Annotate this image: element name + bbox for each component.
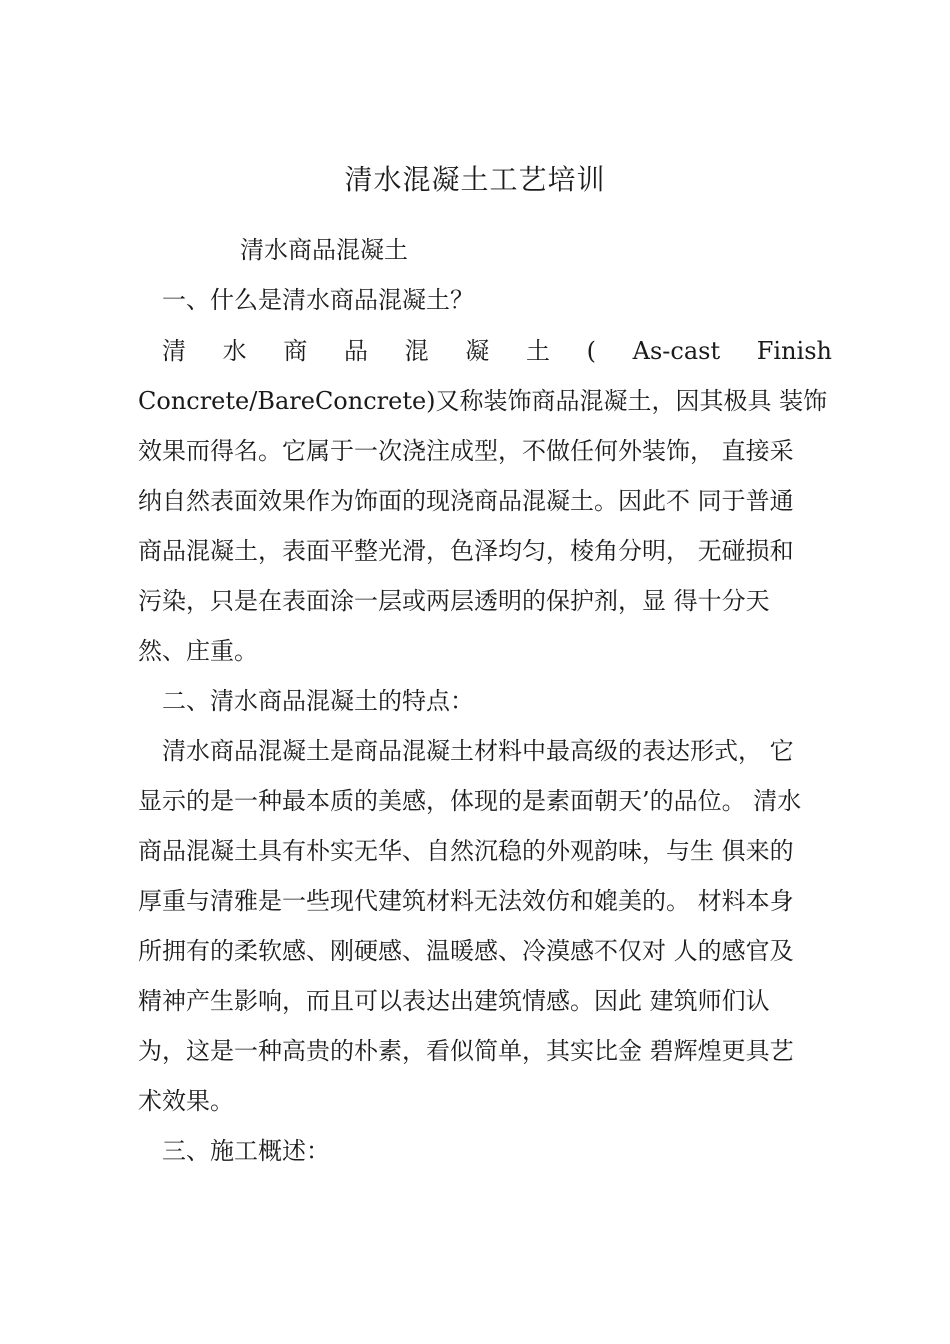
heading-construction-overview: 三、施工概述： [162, 1137, 330, 1165]
text-char: As-cast [632, 337, 721, 365]
text-char: 土 [525, 337, 550, 365]
text-char: 品 [343, 337, 368, 365]
text-char: ( [586, 337, 596, 365]
paragraph-definition-line: 然、庄重。 [138, 637, 258, 665]
paragraph-features-line: 清水商品混凝土是商品混凝土材料中最高级的表达形式， 它 [138, 737, 794, 765]
paragraph-definition-line: Concrete/BareConcrete)又称装饰商品混凝土，因其极具 装饰 [138, 387, 828, 415]
paragraph-definition-first-line [138, 333, 832, 369]
text-char: 清 [162, 337, 186, 365]
paragraph-definition-line: 纳自然表面效果作为饰面的现浇商品混凝土。因此不 同于普通 [138, 487, 794, 515]
paragraph-definition-line: 商品混凝土，表面平整光滑，色泽均匀，棱角分明， 无碰损和 [138, 537, 794, 565]
paragraph-features-line: 商品混凝土具有朴实无华、自然沉稳的外观韵味，与生 俱来的 [138, 837, 794, 865]
heading-features: 二、清水商品混凝土的特点： [162, 687, 474, 715]
text-char: Finish [756, 337, 832, 365]
paragraph-definition-line: 效果而得名。它属于一次浇注成型，不做任何外装饰， 直接采 [138, 437, 794, 465]
document-title: 清水混凝土工艺培训 [344, 163, 606, 196]
text-char: 水 [222, 337, 247, 365]
paragraph-definition-line: 污染，只是在表面涂一层或两层透明的保护剂，显 得十分天 [138, 587, 770, 615]
paragraph-features-line: 为，这是一种高贵的朴素，看似简单，其实比金 碧辉煌更具艺 [138, 1037, 794, 1065]
heading-what-is: 一、什么是清水商品混凝土？ [162, 286, 474, 314]
section-subtitle: 清水商品混凝土 [240, 236, 408, 264]
paragraph-features-line: 精神产生影响，而且可以表达出建筑情感。因此 建筑师们认 [138, 987, 770, 1015]
paragraph-features-line: 术效果。 [138, 1087, 234, 1115]
text-char: 商 [283, 337, 308, 365]
text-char: 混 [404, 337, 429, 365]
paragraph-features-line: 所拥有的柔软感、刚硬感、温暖感、冷漠感不仅对 人的感官及 [138, 937, 794, 965]
text-char: 凝 [465, 337, 490, 365]
paragraph-features-line: 显示的是一种最本质的美感，体现的是素面朝天’的品位。 清水 [138, 787, 802, 815]
paragraph-features-line: 厚重与清雅是一些现代建筑材料无法效仿和媲美的。 材料本身 [138, 887, 794, 915]
